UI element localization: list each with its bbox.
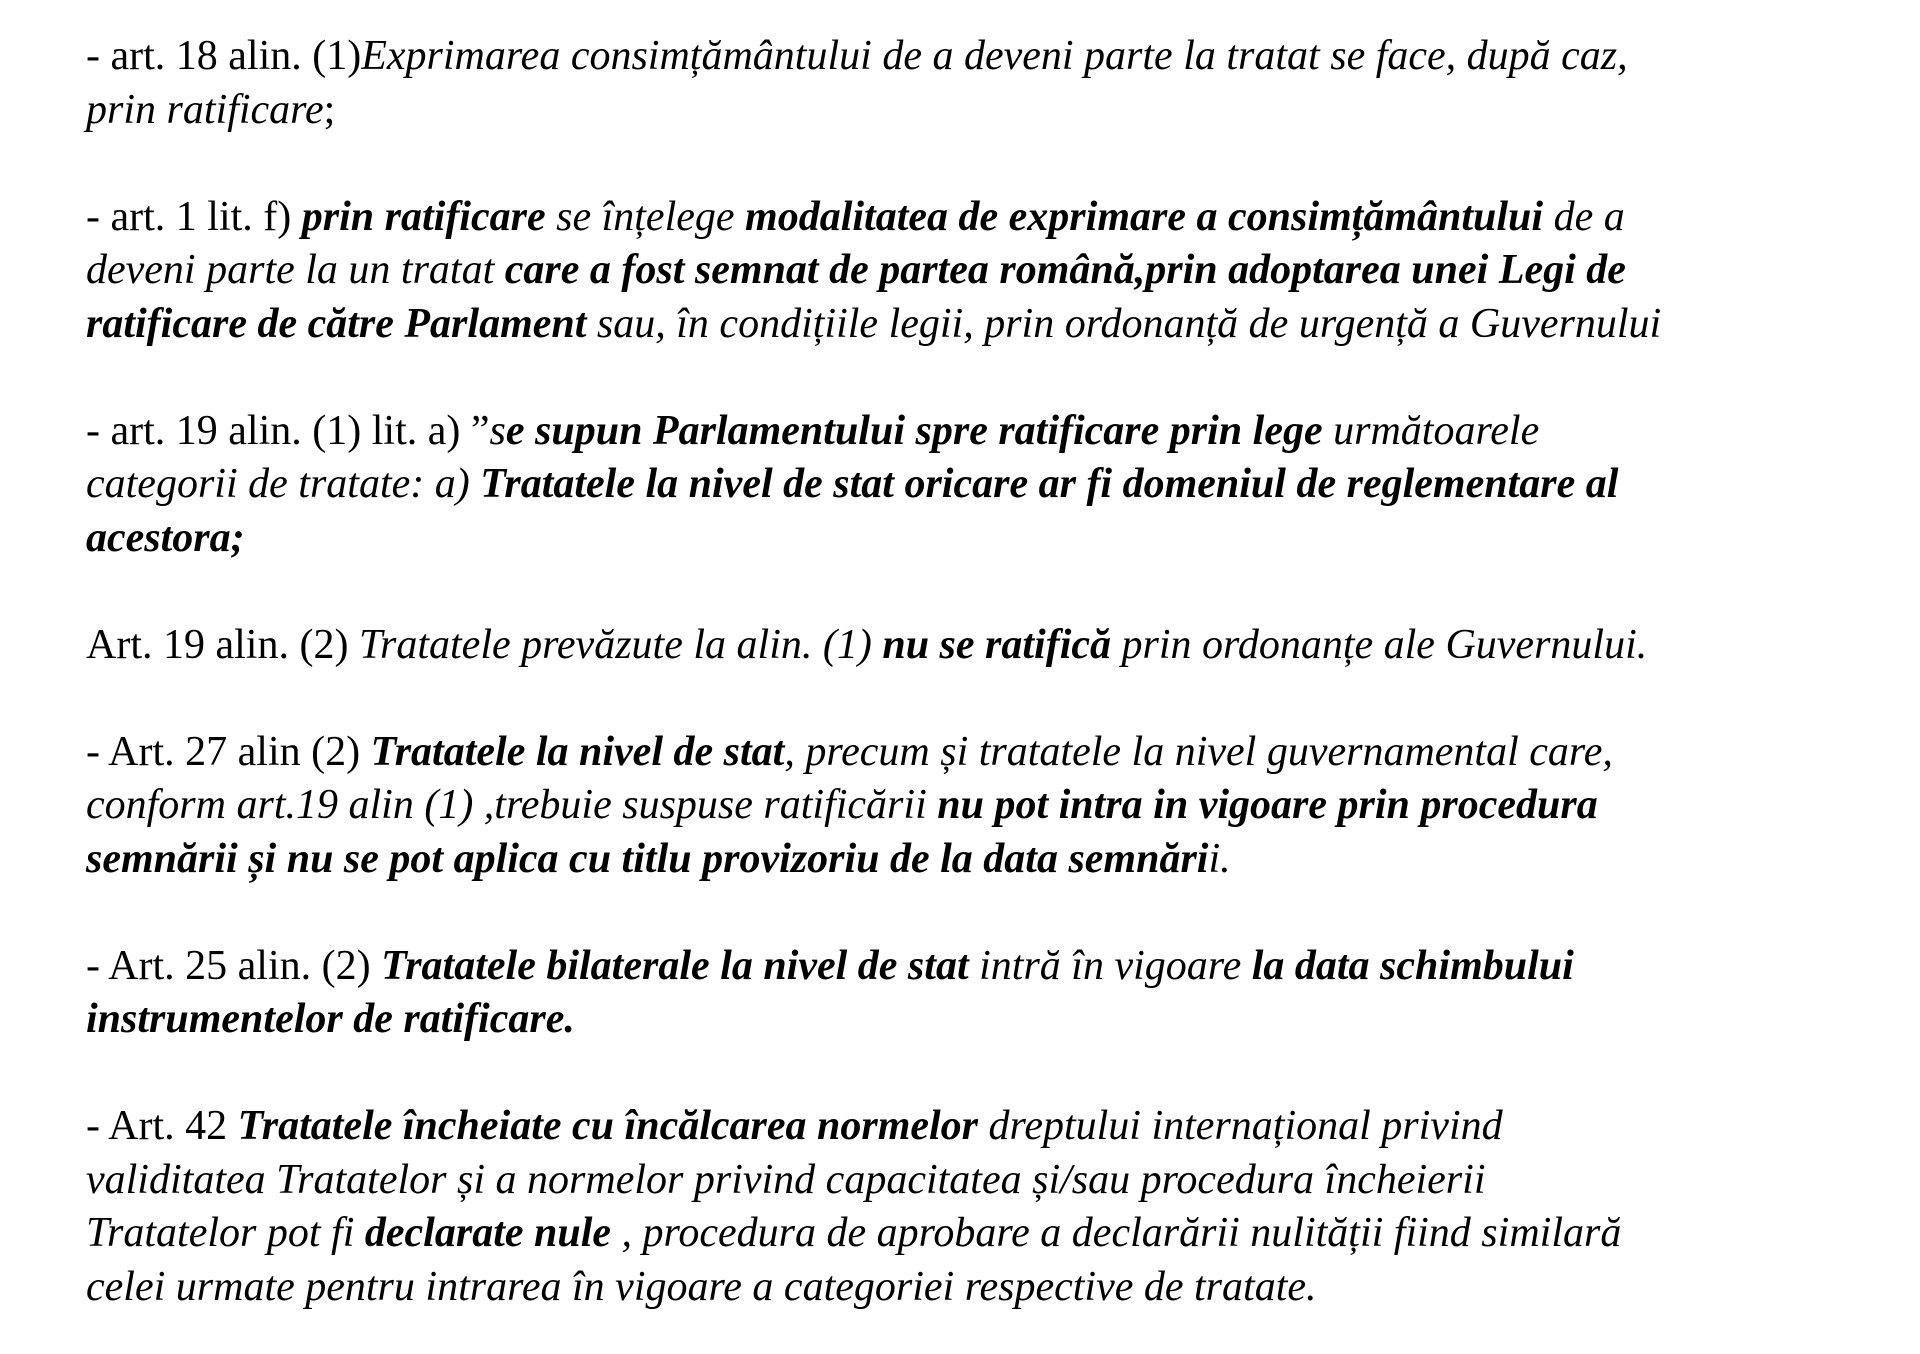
text-run: Art. 19 alin. (2) xyxy=(86,621,359,668)
text-run: Tratatelor pot fi xyxy=(86,1210,365,1256)
text-run: s xyxy=(489,407,506,454)
text-run: , precum și tratatele la nivel guvernamental care, xyxy=(784,728,1613,775)
paragraph-art-19-2 xyxy=(86,619,1886,673)
text-run: conform art.19 alin (1) ,trebuie suspuse ratificării xyxy=(86,782,938,828)
text-line xyxy=(86,726,1886,780)
text-line xyxy=(86,244,1886,298)
text-run: ; xyxy=(323,86,336,133)
paragraph-art-25 xyxy=(86,940,1886,1047)
text-run: i. xyxy=(1208,835,1231,882)
document-page xyxy=(86,30,1886,1314)
text-run: semnării și nu se pot aplica cu titlu provizoriu de la data semnări xyxy=(86,835,1209,882)
text-run: acestora; xyxy=(86,514,245,561)
text-run: e supun Parlamentului spre ratificare prin lege xyxy=(505,407,1323,454)
text-run: Exprimarea consimțământului de a deveni parte la tratat se face, după caz, xyxy=(361,33,1628,79)
text-line xyxy=(86,405,1886,459)
text-run: prin ratificare xyxy=(86,86,324,133)
text-run: - Art. 27 alin (2) xyxy=(86,728,371,775)
text-run: nu se ratifică xyxy=(882,621,1112,668)
text-line xyxy=(86,779,1886,833)
text-line xyxy=(86,298,1886,352)
text-run: care a fost semnat de partea română,prin adoptarea unei Legi de xyxy=(504,247,1626,293)
text-run: sau, în condițiile legii, prin ordonanță de urgență a Guvernului xyxy=(586,300,1662,347)
text-run: Tratatele încheiate cu încălcarea normelor xyxy=(237,1103,979,1149)
text-run: Tratatele la nivel de stat oricare ar fi domeniul de reglementare al xyxy=(480,461,1619,507)
text-line xyxy=(86,1207,1886,1261)
paragraph-art-19-1 xyxy=(86,405,1886,566)
text-line xyxy=(86,512,1886,566)
text-line xyxy=(86,84,1886,138)
text-line xyxy=(86,191,1886,245)
text-run: categorii de tratate: a) xyxy=(86,461,481,507)
text-run: - art. 18 alin. (1) xyxy=(86,33,362,79)
text-run: modalitatea de exprimare a consimțământului xyxy=(745,193,1544,240)
text-line xyxy=(86,458,1886,512)
text-run: nu pot intra in vigoare prin procedura xyxy=(937,782,1598,828)
text-run: Tratatele prevăzute la alin. (1) xyxy=(358,621,883,668)
text-line xyxy=(86,1100,1886,1154)
text-run: validitatea Tratatelor și a normelor privind capacitatea și/sau procedura încheierii xyxy=(86,1156,1486,1203)
text-line xyxy=(86,619,1886,673)
text-run: următoarele xyxy=(1322,407,1540,454)
text-run: - art. 19 alin. (1) lit. a) ” xyxy=(86,407,490,454)
text-run: , procedura de aprobare a declarării nulității fiind similară xyxy=(611,1210,1622,1256)
text-run: deveni parte la un tratat xyxy=(86,247,505,293)
text-line xyxy=(86,1154,1886,1208)
text-run: se înțelege xyxy=(545,193,746,240)
text-run: la data schimbului xyxy=(1251,942,1574,989)
text-line xyxy=(86,993,1886,1047)
paragraph-art-1 xyxy=(86,191,1886,352)
text-run: - Art. 25 alin. (2) xyxy=(86,942,382,989)
paragraph-art-18 xyxy=(86,30,1886,137)
text-line xyxy=(86,833,1886,887)
text-run: celei urmate pentru intrarea în vigoare a categoriei respective de tratate. xyxy=(86,1263,1317,1310)
paragraph-art-27 xyxy=(86,726,1886,887)
text-line xyxy=(86,30,1886,84)
text-run: intră în vigoare xyxy=(968,942,1252,989)
text-run: prin ordonanțe ale Guvernului. xyxy=(1111,621,1648,668)
paragraph-art-42 xyxy=(86,1100,1886,1314)
text-line xyxy=(86,1261,1886,1315)
text-run: Tratatele bilaterale la nivel de stat xyxy=(381,942,969,989)
text-run: ratificare de către Parlament xyxy=(86,300,587,347)
text-line xyxy=(86,940,1886,994)
text-run: - Art. 42 xyxy=(86,1103,238,1149)
text-run: instrumentelor de ratificare. xyxy=(86,996,575,1042)
text-run: - art. 1 lit. f) xyxy=(86,193,302,240)
text-run: prin ratificare xyxy=(301,193,546,240)
text-run: de a xyxy=(1543,193,1625,240)
text-run: dreptului internațional privind xyxy=(978,1103,1503,1149)
text-run: declarate nule xyxy=(364,1210,612,1256)
text-run: Tratatele la nivel de stat xyxy=(370,728,785,775)
